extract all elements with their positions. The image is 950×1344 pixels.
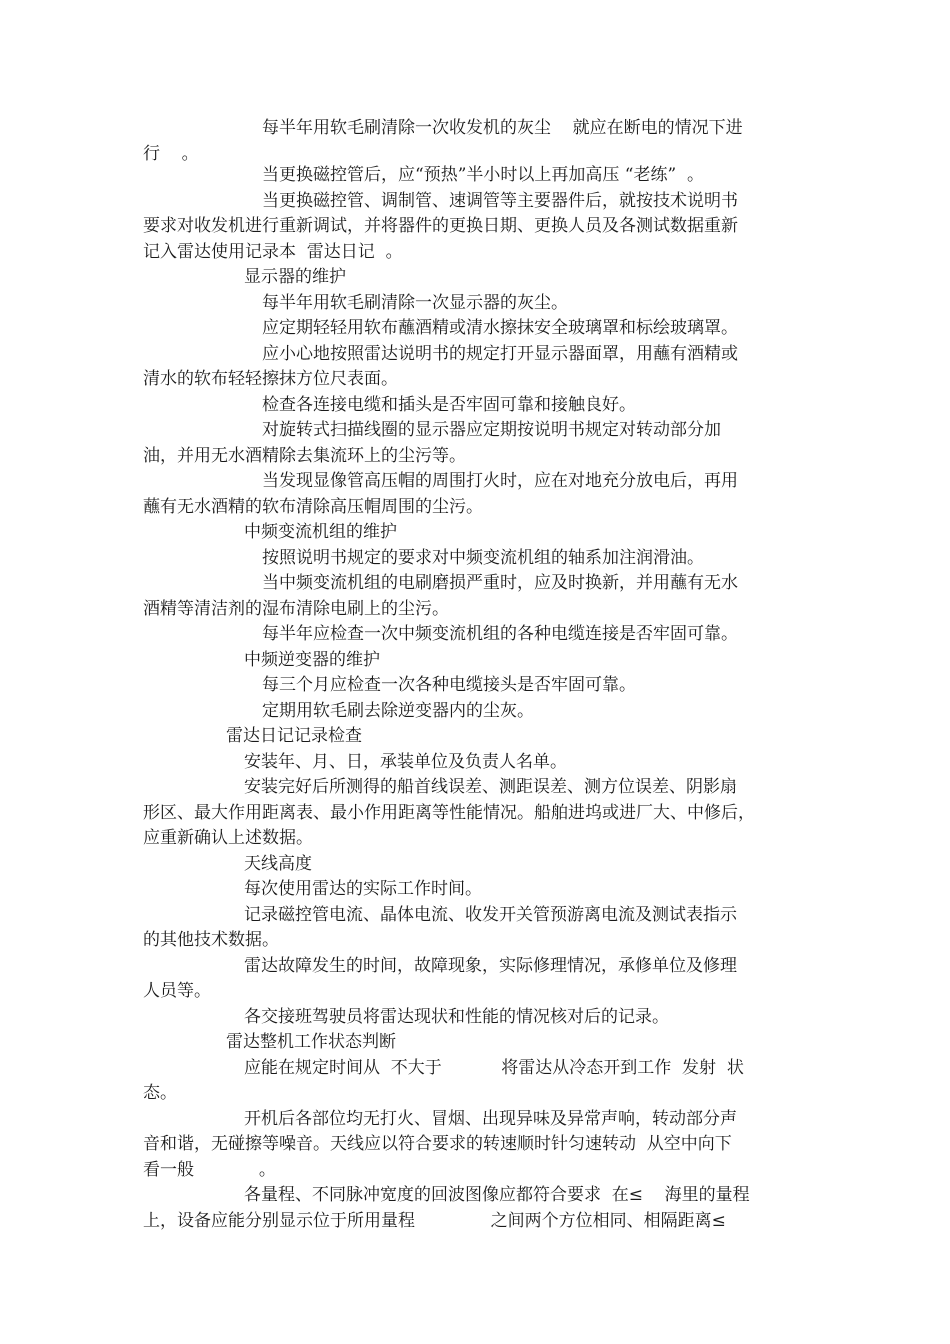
text-line: 应能在规定时间从 不大于 将雷达从冷态开到工作 发射 状	[244, 1058, 744, 1078]
text-line: 清水的软布轻轻擦抹方位尺表面。	[143, 369, 398, 389]
text-line: 应小心地按照雷达说明书的规定打开显示器面罩，用蘸有酒精或	[262, 344, 738, 364]
text-line: 当更换磁控管后，应“预热”半小时以上再加高压 “老练” 。	[262, 165, 704, 185]
text-line: 音和谐，无碰擦等噪音。天线应以符合要求的转速顺时针匀速转动 从空中向下	[143, 1134, 732, 1154]
text-line: 记入雷达使用记录本 雷达日记 。	[143, 242, 403, 262]
text-line: 当发现显像管高压帽的周围打火时，应在对地充分放电后，再用	[262, 471, 738, 491]
text-line: 开机后各部位均无打火、冒烟、出现异味及异常声响，转动部分声	[244, 1109, 737, 1129]
section-heading: 显示器的维护	[244, 267, 346, 287]
text-line: 对旋转式扫描线圈的显示器应定期按说明书规定对转动部分加	[262, 420, 721, 440]
text-line: 要求对收发机进行重新调试，并将器件的更换日期、更换人员及各测试数据重新	[143, 216, 738, 236]
section-heading: 中频变流机组的维护	[244, 522, 397, 542]
text-line: 每次使用雷达的实际工作时间。	[244, 879, 482, 899]
text-line: 蘸有无水酒精的软布清除高压帽周围的尘污。	[143, 497, 483, 517]
text-line: 应定期轻轻用软布蘸酒精或清水擦抹安全玻璃罩和标绘玻璃罩。	[262, 318, 738, 338]
text-line: 看一般 。	[143, 1160, 276, 1180]
section-heading: 中频逆变器的维护	[244, 650, 380, 670]
text-line: 按照说明书规定的要求对中频变流机组的轴系加注润滑油。	[262, 548, 704, 568]
text-line: 形区、最大作用距离表、最小作用距离等性能情况。船舶进坞或进厂大、中修后，	[143, 803, 755, 823]
text-line: 当更换磁控管、调制管、速调管等主要器件后，就按技术说明书	[262, 191, 738, 211]
text-line: 记录磁控管电流、晶体电流、收发开关管预游离电流及测试表指示	[244, 905, 737, 925]
text-line: 的其他技术数据。	[143, 930, 279, 950]
text-line: 人员等。	[143, 981, 211, 1001]
text-line: 天线高度	[244, 854, 312, 874]
text-line: 酒精等清洁剂的湿布清除电刷上的尘污。	[143, 599, 449, 619]
section-heading: 雷达整机工作状态判断	[226, 1032, 396, 1052]
text-line: 各量程、不同脉冲宽度的回波图像应都符合要求 在≤ 海里的量程	[244, 1185, 750, 1205]
section-heading: 雷达日记记录检查	[226, 726, 362, 746]
text-line: 每半年用软毛刷清除一次显示器的灰尘。	[262, 293, 568, 313]
text-line: 行 。	[143, 144, 199, 164]
text-line: 油，并用无水酒精除去集流环上的尘污等。	[143, 446, 466, 466]
text-line: 当中频变流机组的电刷磨损严重时，应及时换新，并用蘸有无水	[262, 573, 738, 593]
text-line: 每半年用软毛刷清除一次收发机的灰尘 就应在断电的情况下进	[262, 118, 743, 138]
text-line: 应重新确认上述数据。	[143, 828, 313, 848]
text-line: 上，设备应能分别显示位于所用量程 之间两个方位相同、相隔距离≤	[143, 1211, 726, 1231]
text-line: 安装完好后所测得的船首线误差、测距误差、测方位误差、阴影扇	[244, 777, 737, 797]
text-line: 检查各连接电缆和插头是否牢固可靠和接触良好。	[262, 395, 636, 415]
text-line: 每半年应检查一次中频变流机组的各种电缆连接是否牢固可靠。	[262, 624, 738, 644]
text-line: 雷达故障发生的时间，故障现象，实际修理情况，承修单位及修理	[244, 956, 737, 976]
text-line: 各交接班驾驶员将雷达现状和性能的情况核对后的记录。	[244, 1007, 669, 1027]
text-line: 安装年、月、日，承装单位及负责人名单。	[244, 752, 567, 772]
text-line: 每三个月应检查一次各种电缆接头是否牢固可靠。	[262, 675, 636, 695]
text-line: 定期用软毛刷去除逆变器内的尘灰。	[262, 701, 534, 721]
text-line: 态。	[143, 1083, 177, 1103]
